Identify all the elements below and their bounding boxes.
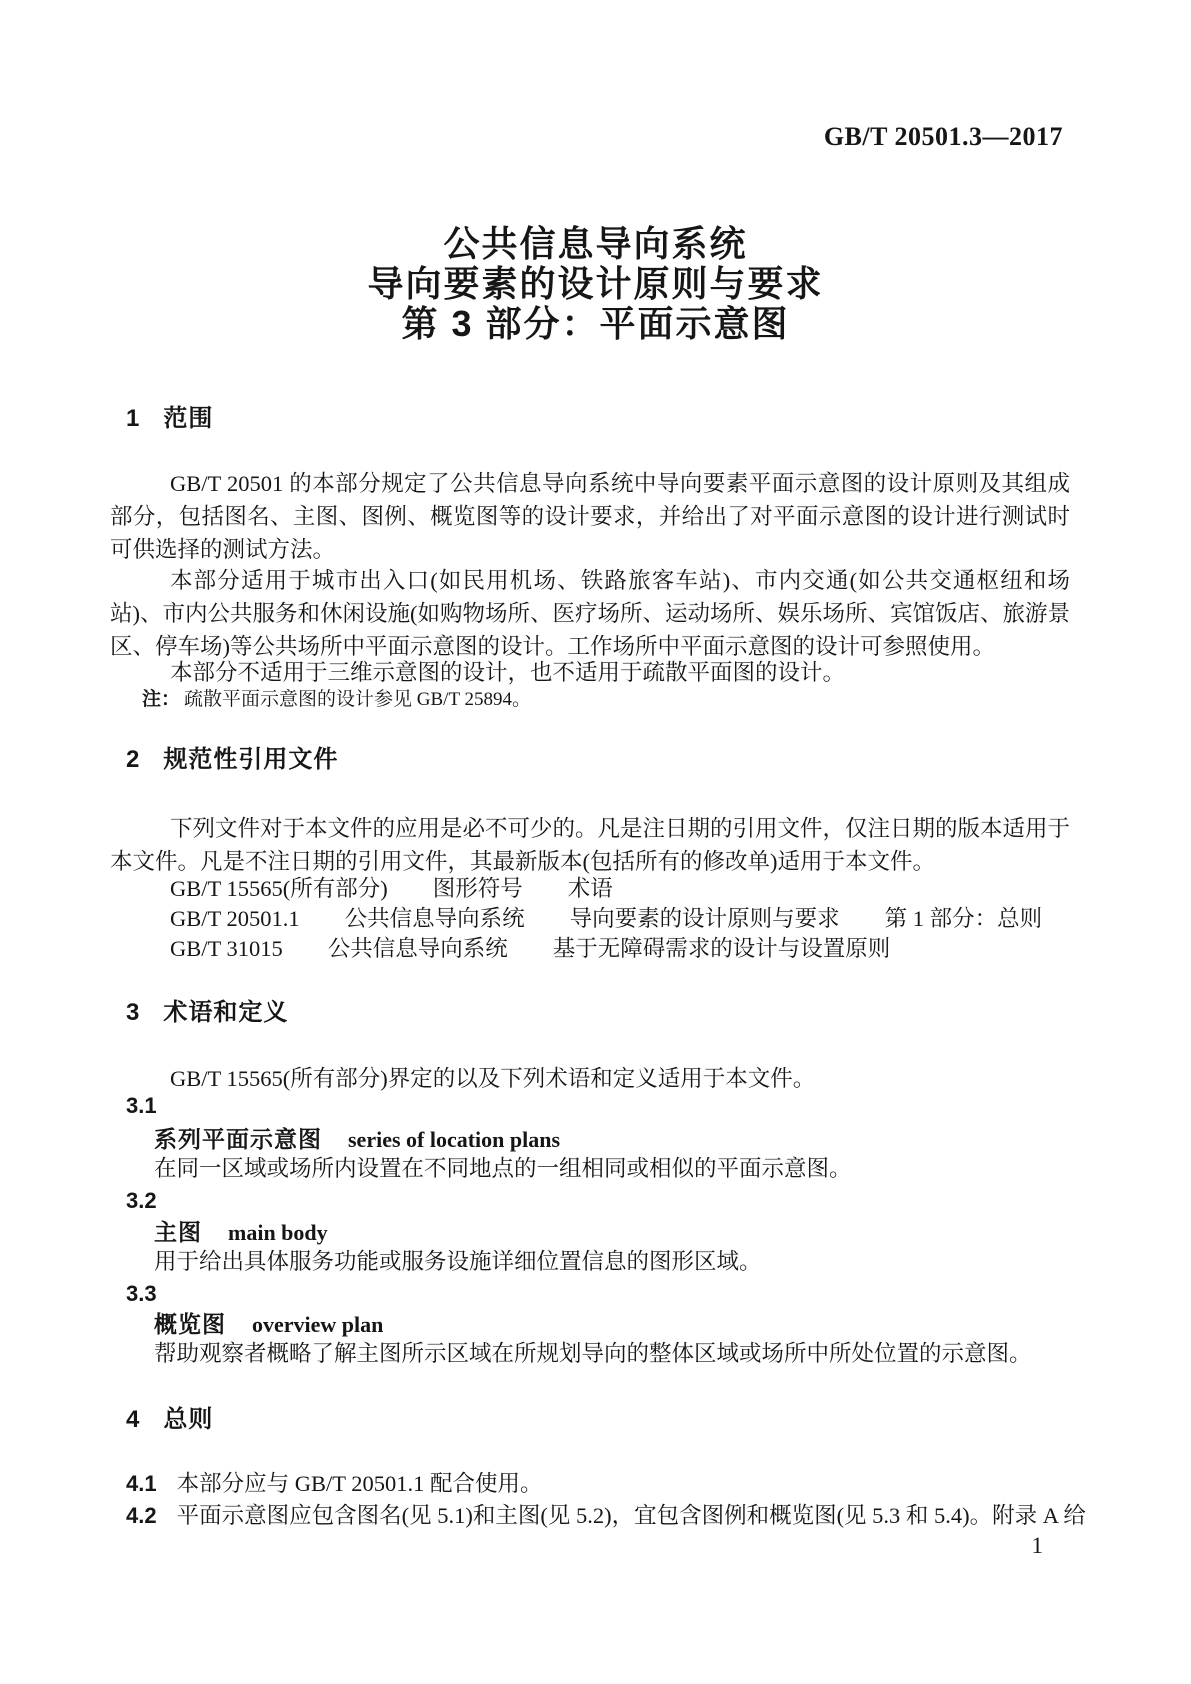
reference-list xyxy=(110,874,1070,964)
term-1-title-zh: 系列平面示意图 xyxy=(154,1126,322,1152)
section-4-title: 总则 xyxy=(163,1406,214,1433)
scope-paragraph-3: 本部分不适用于三维示意图的设计，也不适用于疏散平面图的设计。 xyxy=(170,660,846,685)
reference-item: GB/T 15565(所有部分) 图形符号 术语 xyxy=(170,876,613,901)
section-1-title: 范围 xyxy=(163,405,214,432)
section-2-heading xyxy=(126,747,1086,773)
section-2-number: 2 xyxy=(126,746,140,773)
term-3-title-en: overview plan xyxy=(252,1312,384,1337)
section-4-heading xyxy=(126,1407,1086,1433)
term-2-title-en: main body xyxy=(228,1220,328,1245)
term-3-title xyxy=(154,1311,1114,1341)
references-intro-paragraph: 下列文件对于本文件的应用是必不可少的。凡是注日期的引用文件，仅注日期的版本适用于本文件。凡是不注日期的引用文件，其最新版本(包括所有的修改单)适用于本文件。 xyxy=(110,816,1071,874)
clause-4-1-text: 本部分应与 GB/T 20501.1 配合使用。 xyxy=(176,1471,543,1496)
standard-number: GB/T 20501.3—2017 xyxy=(823,122,1063,151)
term-3-number: 3.3 xyxy=(126,1281,157,1306)
term-2-title-zh: 主图 xyxy=(154,1219,202,1245)
clause-4-2 xyxy=(126,1501,1086,1531)
section-2-title: 规范性引用文件 xyxy=(163,746,339,773)
term-2-number: 3.2 xyxy=(126,1188,157,1213)
section-3-heading xyxy=(126,1000,1086,1026)
term-1-title xyxy=(154,1126,1114,1156)
note-text: 疏散平面示意图的设计参见 GB/T 25894。 xyxy=(184,689,531,710)
scope-note xyxy=(142,687,1102,713)
page-number: 1 xyxy=(1031,1533,1043,1558)
title-line-3: 第 3 部分：平面示意图 xyxy=(401,303,790,344)
reference-item: GB/T 20501.1 公共信息导向系统 导向要素的设计原则与要求 第 1 部分：总则 xyxy=(170,906,1043,931)
terms-intro-paragraph: GB/T 15565(所有部分)界定的以及下列术语和定义适用于本文件。 xyxy=(170,1066,816,1091)
note-label: 注： xyxy=(142,689,181,710)
document-title xyxy=(0,224,1191,344)
title-line-1: 公共信息导向系统 xyxy=(443,223,748,264)
section-1-number: 1 xyxy=(126,405,140,432)
title-line-2: 导向要素的设计原则与要求 xyxy=(367,263,824,304)
clause-4-2-number: 4.2 xyxy=(126,1503,157,1528)
reference-item: GB/T 31015 公共信息导向系统 基于无障碍需求的设计与设置原则 xyxy=(170,936,891,961)
term-1-definition: 在同一区域或场所内设置在不同地点的一组相同或相似的平面示意图。 xyxy=(154,1156,852,1181)
term-2-title xyxy=(154,1219,1114,1249)
term-3-definition: 帮助观察者概略了解主图所示区域在所规划导向的整体区域或场所中所处位置的示意图。 xyxy=(154,1341,1032,1366)
term-1-number: 3.1 xyxy=(126,1093,157,1118)
clause-4-1 xyxy=(126,1469,1086,1499)
scope-paragraph-2: 本部分适用于城市出入口(如民用机场、铁路旅客车站)、市内交通(如公共交通枢纽和场站)、市内公共服务和休闲设施(如购物场所、医疗场所、运动场所、娱乐场所、宾馆饭店、旅游景区、停车场)等公共场所中平面示意图的设计。工作场所中平面示意图的设计可参照使用。 xyxy=(110,568,1070,659)
term-2-definition: 用于给出具体服务功能或服务设施详细位置信息的图形区域。 xyxy=(154,1249,762,1274)
section-4-number: 4 xyxy=(126,1406,140,1433)
clause-4-1-number: 4.1 xyxy=(126,1471,157,1496)
clause-4-2-text: 平面示意图应包含图名(见 5.1)和主图(见 5.2)，宜包含图例和概览图(见 5.3 和 5.4)。附录 A 给 xyxy=(176,1503,1086,1528)
section-3-number: 3 xyxy=(126,999,140,1026)
term-3-title-zh: 概览图 xyxy=(154,1311,226,1337)
term-1-title-en: series of location plans xyxy=(348,1127,561,1152)
section-3-title: 术语和定义 xyxy=(163,999,289,1026)
scope-paragraph-1: GB/T 20501 的本部分规定了公共信息导向系统中导向要素平面示意图的设计原则及其组成部分，包括图名、主图、图例、概览图等的设计要求，并给出了对平面示意图的设计进行测试时可供选择的测试方法。 xyxy=(110,471,1070,562)
section-1-heading xyxy=(126,406,1086,432)
